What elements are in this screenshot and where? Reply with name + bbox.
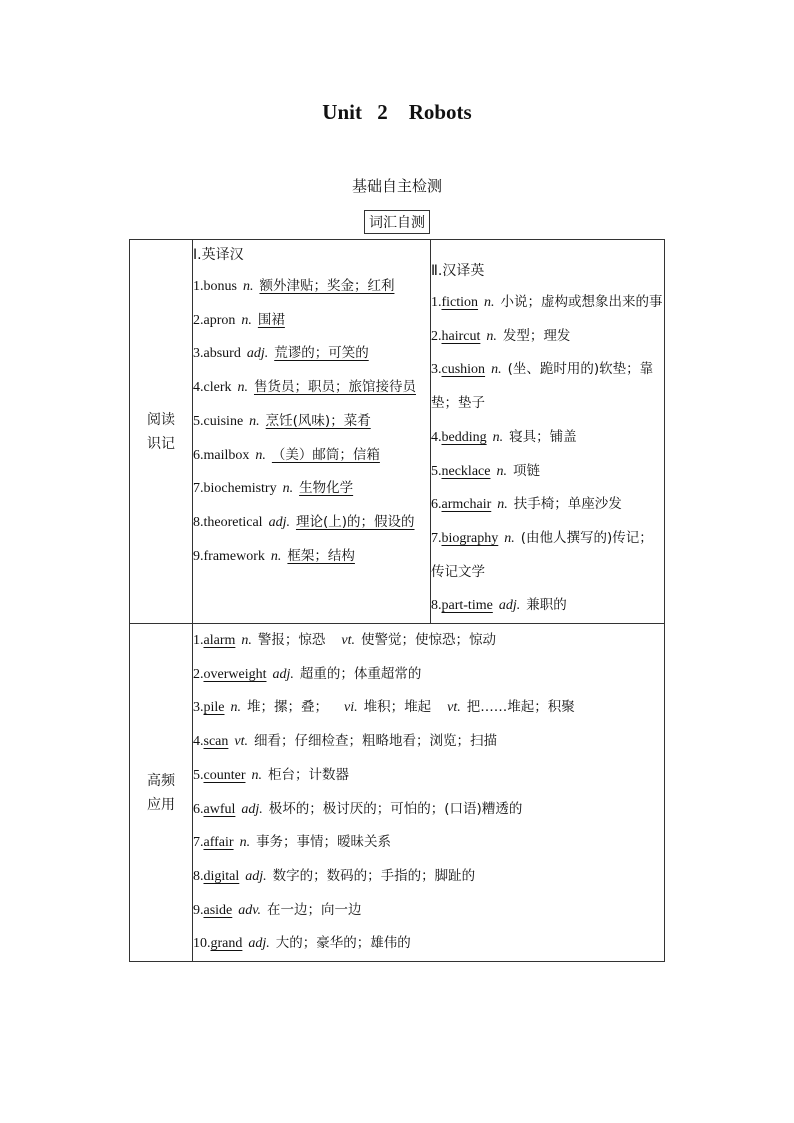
vocab-item bbox=[193, 439, 430, 473]
item-word-answer: affair bbox=[203, 835, 234, 851]
item-meaning-answer: 烹饪(风味)；菜肴 bbox=[265, 412, 371, 429]
vocab-item bbox=[193, 826, 664, 860]
vocab-item bbox=[193, 337, 430, 371]
item-meaning: 堆积；堆起 bbox=[363, 699, 432, 716]
item-word-answer: fiction bbox=[441, 295, 479, 310]
frequent-column bbox=[193, 624, 665, 962]
item-pos: n. bbox=[251, 767, 262, 783]
item-meaning-answer: 荒谬的；可笑的 bbox=[274, 345, 369, 362]
vocab-item bbox=[193, 658, 664, 692]
en-to-cn-list bbox=[193, 270, 430, 573]
item-pos: n. bbox=[230, 700, 241, 716]
vocab-item bbox=[193, 759, 664, 793]
item-word: theoretical bbox=[203, 514, 263, 530]
item-meaning: 使警觉；使惊恐；惊动 bbox=[360, 632, 496, 649]
section-label: 词汇自测 bbox=[364, 210, 430, 234]
item-word: absurd bbox=[203, 346, 241, 362]
item-pos: adj. bbox=[245, 868, 267, 884]
vocab-item bbox=[431, 320, 664, 354]
vocab-item bbox=[193, 506, 430, 540]
item-meaning-answer: 框架；结构 bbox=[287, 547, 355, 564]
vocab-item bbox=[431, 488, 664, 522]
item-number: 5. bbox=[193, 413, 204, 429]
item-word-answer: necklace bbox=[441, 463, 491, 479]
frequent-list bbox=[193, 624, 664, 961]
item-number: 3. bbox=[193, 346, 204, 362]
item-number: 9. bbox=[193, 548, 204, 564]
item-word-answer: pile bbox=[203, 700, 225, 716]
cn-to-en-column bbox=[431, 240, 665, 624]
item-number: 5. bbox=[431, 463, 442, 479]
item-pos: n. bbox=[491, 362, 502, 378]
item-meaning: (由他人撰写的)传记；传记文学 bbox=[431, 529, 653, 580]
item-pos: vt. bbox=[341, 633, 355, 649]
item-pos: adj. bbox=[246, 346, 269, 362]
item-meaning: 小说；虚构或想象出来的事 bbox=[500, 294, 663, 310]
item-meaning: 扶手椅；单座沙发 bbox=[513, 496, 622, 513]
item-word-answer: biography bbox=[441, 530, 499, 546]
item-pos: n. bbox=[249, 413, 260, 429]
vocab-item bbox=[431, 589, 664, 623]
section-label-wrap bbox=[0, 210, 794, 234]
item-meaning: 在一边；向一边 bbox=[266, 901, 362, 918]
item-word: clerk bbox=[203, 380, 232, 396]
vocab-item bbox=[193, 304, 430, 338]
item-number: 7. bbox=[431, 530, 442, 546]
item-word-answer: part-time bbox=[441, 598, 493, 614]
page-title: Unit 2 Robots bbox=[322, 100, 472, 124]
category-line: 识记 bbox=[147, 435, 175, 452]
item-pos: n. bbox=[255, 447, 266, 463]
item-pos: adj. bbox=[272, 666, 294, 682]
item-number: 4. bbox=[431, 429, 442, 445]
item-pos: vt. bbox=[447, 700, 461, 716]
item-number: 1. bbox=[193, 279, 204, 294]
item-word-answer: grand bbox=[210, 936, 243, 952]
frequent-category bbox=[130, 624, 193, 962]
item-meaning: 细看；仔细检查；粗略地看；浏览；扫描 bbox=[254, 733, 497, 750]
item-pos: adj. bbox=[248, 936, 270, 952]
vocab-item bbox=[193, 624, 664, 658]
item-pos: adj. bbox=[241, 801, 263, 817]
item-meaning: 发型；理发 bbox=[502, 327, 571, 344]
item-word: biochemistry bbox=[203, 481, 277, 497]
item-pos: adj. bbox=[268, 514, 290, 530]
item-meaning: 兼职的 bbox=[526, 597, 567, 614]
item-pos: adv. bbox=[238, 902, 261, 918]
vocab-item bbox=[193, 725, 664, 759]
item-pos: n. bbox=[270, 548, 282, 564]
item-number: 8. bbox=[193, 868, 204, 884]
item-meaning: 把……堆起；积聚 bbox=[466, 699, 575, 716]
vocabulary-table bbox=[129, 239, 665, 962]
item-meaning-answer: 额外津贴；奖金；红利 bbox=[259, 278, 395, 294]
item-meaning-answer: （美）邮筒；信箱 bbox=[271, 446, 380, 463]
vocab-item bbox=[193, 927, 664, 961]
item-meaning: 极坏的；极讨厌的；可怕的；(口语)糟透的 bbox=[268, 800, 523, 817]
vocab-item bbox=[193, 894, 664, 928]
section-subtitle: 基础自主检测 bbox=[351, 177, 442, 195]
item-word: framework bbox=[203, 548, 265, 564]
item-pos: n. bbox=[241, 312, 252, 328]
item-pos: n. bbox=[241, 633, 252, 649]
item-word: mailbox bbox=[203, 447, 250, 463]
item-pos: n. bbox=[282, 481, 294, 497]
item-number: 7. bbox=[193, 835, 204, 851]
vocab-item bbox=[193, 405, 430, 439]
item-word: apron bbox=[203, 312, 236, 328]
item-word-answer: aside bbox=[203, 902, 233, 918]
item-word: cuisine bbox=[203, 413, 244, 429]
item-pos: vi. bbox=[344, 700, 358, 716]
item-number: 5. bbox=[193, 767, 204, 783]
item-number: 3. bbox=[431, 362, 442, 378]
vocab-item bbox=[431, 522, 664, 589]
vocab-item bbox=[193, 472, 430, 506]
item-number: 6. bbox=[193, 801, 204, 817]
item-pos: n. bbox=[492, 429, 504, 445]
category-line: 高频 bbox=[147, 772, 175, 789]
item-word-answer: haircut bbox=[441, 328, 481, 344]
item-meaning: 大的；豪华的；雄伟的 bbox=[275, 935, 411, 952]
item-number: 8. bbox=[431, 598, 442, 614]
item-pos: n. bbox=[497, 497, 508, 513]
item-meaning: 数字的；数码的；手指的；脚趾的 bbox=[272, 867, 476, 884]
item-number: 6. bbox=[193, 447, 204, 463]
item-number: 2. bbox=[193, 666, 204, 682]
vocab-item bbox=[193, 540, 430, 574]
item-number: 7. bbox=[193, 481, 204, 497]
item-word-answer: counter bbox=[203, 767, 246, 783]
frequent-row bbox=[130, 624, 665, 962]
reading-category bbox=[130, 240, 193, 624]
item-word-answer: bedding bbox=[441, 429, 487, 445]
category-line: 阅读 bbox=[147, 411, 175, 428]
item-word-answer: armchair bbox=[441, 497, 492, 513]
item-number: 4. bbox=[193, 380, 204, 396]
item-word-answer: awful bbox=[203, 801, 236, 817]
item-number: 1. bbox=[431, 295, 442, 310]
en-to-cn-header: Ⅰ.英译汉 bbox=[193, 247, 244, 263]
item-pos: adj. bbox=[498, 598, 521, 614]
item-pos: n. bbox=[484, 295, 495, 310]
vocab-item bbox=[193, 691, 664, 725]
item-meaning: 警报；惊恐 bbox=[257, 632, 326, 649]
vocab-item bbox=[431, 455, 664, 489]
item-pos: n. bbox=[237, 380, 248, 396]
item-pos: n. bbox=[486, 328, 497, 344]
vocab-item bbox=[193, 270, 430, 304]
item-meaning-answer: 售货员；职员；旅馆接待员 bbox=[253, 379, 416, 396]
item-pos: vt. bbox=[234, 734, 248, 750]
item-meaning: 事务；事情；暧昧关系 bbox=[256, 834, 392, 851]
item-meaning-answer: 理论(上)的；假设的 bbox=[295, 513, 415, 530]
item-number: 1. bbox=[193, 633, 204, 649]
item-meaning: 项链 bbox=[512, 462, 540, 479]
item-meaning-answer: 围裙 bbox=[257, 311, 285, 328]
reading-row bbox=[130, 240, 665, 624]
category-line: 应用 bbox=[147, 796, 175, 813]
item-number: 4. bbox=[193, 734, 204, 750]
item-pos: n. bbox=[496, 463, 507, 479]
item-word-answer: scan bbox=[203, 734, 229, 750]
vocab-item bbox=[193, 793, 664, 827]
item-number: 9. bbox=[193, 902, 204, 918]
item-number: 8. bbox=[193, 514, 204, 530]
item-word-answer: digital bbox=[203, 868, 240, 884]
item-meaning: 寝具；铺盖 bbox=[509, 428, 577, 445]
vocab-item bbox=[431, 286, 664, 320]
vocab-item bbox=[431, 353, 664, 420]
item-number: 3. bbox=[193, 700, 204, 716]
en-to-cn-column bbox=[193, 240, 431, 624]
item-word-answer: alarm bbox=[203, 633, 236, 649]
item-word-answer: cushion bbox=[441, 362, 486, 378]
item-pos: n. bbox=[239, 835, 251, 851]
vocab-item bbox=[193, 860, 664, 894]
vocab-item bbox=[431, 421, 664, 455]
item-number: 10. bbox=[193, 936, 211, 952]
item-meaning: (坐、跪时用的)软垫；靠垫；垫子 bbox=[431, 361, 654, 412]
item-meaning: 堆；摞；叠； bbox=[247, 699, 328, 716]
item-meaning: 超重的；体重超常的 bbox=[299, 665, 422, 682]
item-word: bonus bbox=[203, 279, 237, 294]
item-meaning: 柜台；计数器 bbox=[267, 766, 349, 783]
item-number: 6. bbox=[431, 497, 442, 513]
item-pos: n. bbox=[504, 530, 515, 546]
vocab-item bbox=[193, 371, 430, 405]
item-number: 2. bbox=[431, 328, 442, 344]
item-number: 2. bbox=[193, 312, 204, 328]
cn-to-en-header: Ⅱ.汉译英 bbox=[431, 263, 485, 279]
item-pos: n. bbox=[242, 279, 254, 294]
item-word-answer: overweight bbox=[203, 666, 267, 682]
item-meaning-answer: 生物化学 bbox=[299, 480, 354, 497]
cn-to-en-list bbox=[431, 286, 664, 623]
